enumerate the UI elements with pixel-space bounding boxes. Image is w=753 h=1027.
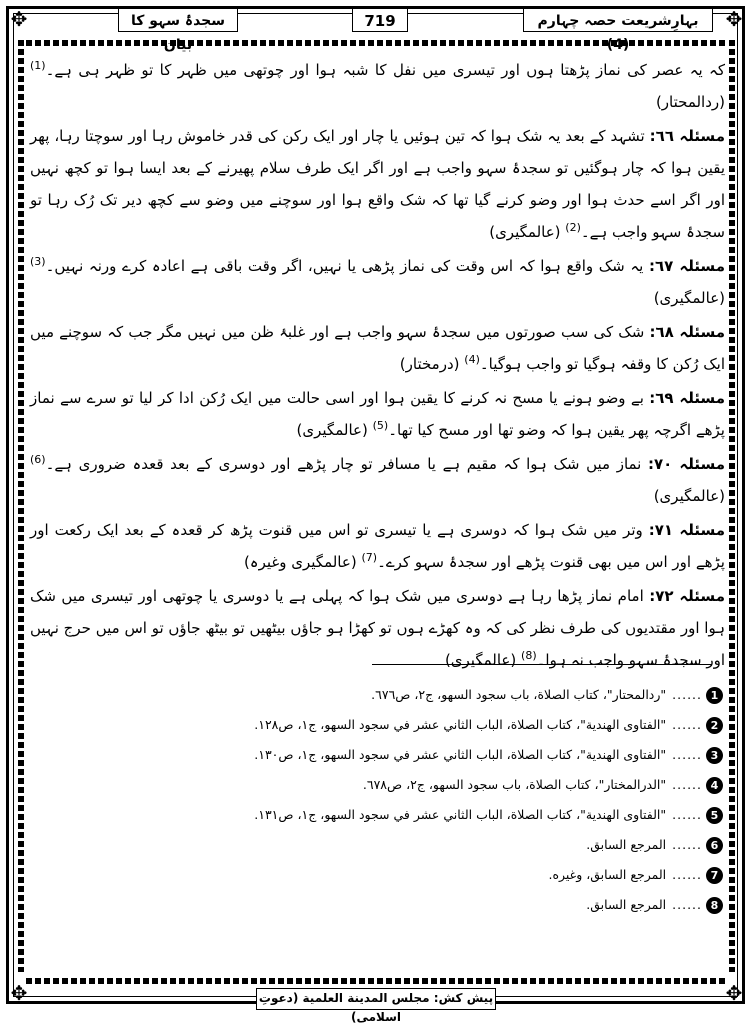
- source-citation: (عالمگیری): [653, 487, 725, 505]
- footnote-text: "الفتاوى الهندية"، كتاب الصلاة، الباب الثاني عشر في سجود السهو، ج١، ص١٣٠.: [254, 747, 667, 762]
- footnote-text: "ردالمحتار"، كتاب الصلاة، باب سجود السهو، ج٢، ص٦٧٦.: [371, 687, 667, 702]
- corner-ornament-icon: ✥: [725, 7, 743, 31]
- footnote-number: 4: [706, 777, 723, 794]
- paragraph-text: یہ شک واقع ہوا کہ اس وقت کی نماز پڑھی یا نہیں، اگر وقت باقی ہے اعادہ کرے ورنہ نہیں۔: [45, 257, 644, 275]
- footnote: [30, 770, 723, 800]
- footnote-ref: (4): [464, 353, 480, 366]
- publisher-org: (دعوتِ اسلامی): [258, 991, 402, 1024]
- dots-leader: ......: [672, 897, 702, 912]
- corner-ornament-icon: ✥: [10, 981, 28, 1005]
- footnote: [30, 860, 723, 890]
- source-citation: (عالمگیری): [444, 651, 517, 669]
- masala-label: مسئلہ ٦٦:: [649, 127, 725, 145]
- source-citation: (عالمگیری): [653, 289, 725, 307]
- footnote-ref: (8): [521, 649, 537, 662]
- paragraph: [30, 250, 725, 314]
- dots-leader: ......: [672, 867, 702, 882]
- masala-label: مسئلہ ٦٨:: [649, 323, 726, 341]
- footnote-text: "الفتاوى الهندية"، كتاب الصلاة، الباب الثاني عشر في سجود السهو، ج١، ص١٢٨.: [254, 717, 667, 732]
- corner-ornament-icon: ✥: [725, 981, 743, 1005]
- paragraph-text: نماز میں شک ہوا کہ مقیم ہے یا مسافر تو چار پڑھے اور دوسری کے بعد قعدہ ضروری ہے۔: [45, 455, 642, 473]
- footnote-number: 7: [706, 867, 723, 884]
- paragraph: [30, 580, 725, 676]
- footnote-number: 2: [706, 717, 723, 734]
- footnote-ref: (3): [30, 255, 46, 268]
- main-text: [30, 54, 725, 678]
- masala-label: مسئلہ ٧٢:: [649, 587, 725, 605]
- page-header: [40, 8, 713, 53]
- footnotes: [30, 680, 723, 920]
- masala-label: مسئلہ ٦٩:: [649, 389, 725, 407]
- footnote-number: 3: [706, 747, 723, 764]
- page-footer: [256, 988, 496, 1024]
- paragraph-text: بے وضو ہونے یا مسح نہ کرنے کا یقین ہوا اور اسی حالت میں ایک رُکن ادا کر لیا تو سرے سے نماز پڑھے اگرچہ پھر یقین ہوا کہ وضو تھا اور مسح کیا تھا۔: [30, 389, 725, 439]
- footnote-text: "الفتاوى الهندية"، كتاب الصلاة، الباب الثاني عشر في سجود السهو، ج١، ص١٣١.: [254, 807, 667, 822]
- paragraph: [30, 316, 725, 380]
- paragraph: [30, 514, 725, 578]
- footnote-ref: (2): [565, 221, 581, 234]
- footnote: [30, 740, 723, 770]
- corner-ornament-icon: ✥: [10, 7, 28, 31]
- border-chain-right: [729, 40, 735, 972]
- paragraph: [30, 120, 725, 248]
- paragraph-text: شک کی سب صورتوں میں سجدۂ سہو واجب ہے اور غلبۂ ظن میں نہیں مگر جب کہ سوچنے میں ایک رُکن کا وقفہ ہوگیا تو واجب ہوگیا۔: [30, 323, 725, 373]
- paragraph: [30, 448, 725, 512]
- footnote-ref: (6): [30, 453, 46, 466]
- source-citation: (عالمگیری وغیرہ): [243, 553, 357, 571]
- footnote-separator: [372, 664, 712, 665]
- masala-label: مسئلہ ٧٠:: [648, 455, 726, 473]
- dots-leader: ......: [672, 807, 702, 822]
- paragraph-text: وتر میں شک ہوا کہ دوسری ہے یا تیسری تو اس میں قنوت پڑھ کر قعدہ کے بعد ایک رکعت اور پڑھے اور اس میں بھی قنوت پڑھے اور سجدۂ سہو کرے۔: [30, 521, 725, 571]
- footnote-ref: (7): [361, 551, 378, 564]
- footnote-number: 6: [706, 837, 723, 854]
- source-citation: (ردالمحتار): [655, 93, 725, 111]
- source-citation: (عالمگیری): [489, 223, 561, 241]
- page-number: 719: [352, 8, 408, 32]
- book-title: بہارِشریعت حصہ چہارم (4): [523, 8, 713, 32]
- chapter-title: سجدۂ سہو کا بیان: [118, 8, 238, 32]
- footnote-text: المرجع السابق.: [586, 837, 667, 852]
- paragraph-text: امام نماز پڑھا رہا ہے دوسری میں شک ہوا کہ پہلی ہے یا دوسری یا چوتھی اور تیسری میں شک ہوا اور مقتدیوں کی طرف نظر کی کہ وہ کھڑے ہوں تو کھڑا ہو جاؤں بیٹھیں تو بیٹھ جاؤں تو اس میں حرج نہیں اور سجدۂ سہو واجب نہ ہوا۔: [30, 587, 725, 669]
- footnote-number: 8: [706, 897, 723, 914]
- footnote: [30, 800, 723, 830]
- paragraph: [30, 382, 725, 446]
- footnote-text: المرجع السابق.: [586, 897, 667, 912]
- paragraph-text: تشہد کے بعد یہ شک ہوا کہ تین ہوئیں یا چار اور ایک رکن کی قدر خاموش رہا اور سوچتا رہا، پھر یقین ہوا کہ چار ہوگئیں تو سجدۂ سہو واجب ہے اور اگر ایک طرف سلام پھیرنے کے بعد ایسا ہوا تو کچھ نہیں اور اگر اسے حدث ہوا اور وضو کرنے گیا تھا کہ شک واقع ہوا اور سوچنے میں وضو سے کچھ دیر تک رُک رہا تو سجدۂ سہو واجب ہے۔: [30, 127, 725, 241]
- footnote-ref: (5): [372, 419, 389, 432]
- source-citation: (عالمگیری): [296, 421, 368, 439]
- paragraph-text: کہ یہ عصر کی نماز پڑھتا ہوں اور تیسری میں نفل کا شبہ ہوا اور چوتھی میں ظہر کا تو ظہر ہی ہے۔: [45, 61, 725, 79]
- footer-label: پیش کش:: [433, 991, 494, 1005]
- paragraph: [30, 54, 725, 118]
- border-chain-left: [18, 40, 24, 972]
- dots-leader: ......: [672, 837, 702, 852]
- source-citation: (درمختار): [399, 355, 460, 373]
- dots-leader: ......: [672, 747, 702, 762]
- footnote: [30, 890, 723, 920]
- footnote-number: 1: [706, 687, 723, 704]
- footnote-number: 5: [706, 807, 723, 824]
- border-chain-bottom: [26, 978, 727, 984]
- dots-leader: ......: [672, 777, 702, 792]
- dots-leader: ......: [672, 687, 702, 702]
- footnote-text: "الدرالمختار"، كتاب الصلاة، باب سجود السهو، ج٢، ص٦٧٨.: [362, 777, 667, 792]
- footnote: [30, 710, 723, 740]
- footnote-text: المرجع السابق، وغيره.: [548, 867, 667, 882]
- masala-label: مسئلہ ٦٧:: [649, 257, 725, 275]
- footnote: [30, 680, 723, 710]
- publisher-name: مجلس المدينة العلمية: [302, 991, 430, 1005]
- footnote: [30, 830, 723, 860]
- masala-label: مسئلہ ٧١:: [648, 521, 725, 539]
- dots-leader: ......: [672, 717, 702, 732]
- footnote-ref: (1): [30, 59, 46, 72]
